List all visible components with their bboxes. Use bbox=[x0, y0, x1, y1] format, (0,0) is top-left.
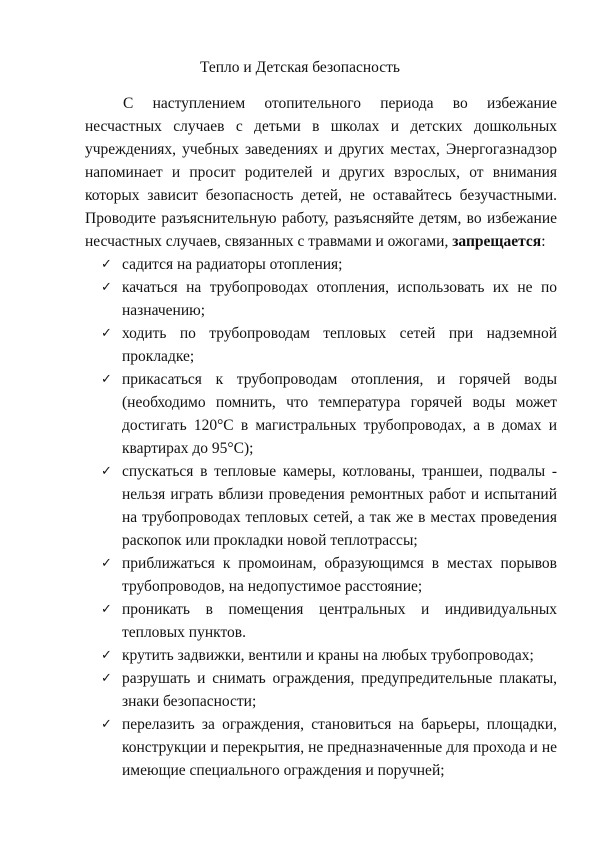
list-item-text: приближаться к промоинам, образующимся в местах порывов трубопроводов, на недопустимое расстояние; bbox=[122, 555, 557, 595]
checkmark-icon: ✓ bbox=[101, 372, 112, 387]
list-item bbox=[85, 322, 557, 368]
list-item-text: проникать в помещения центральных и индивидуальных тепловых пунктов. bbox=[122, 601, 557, 641]
list-item-text: перелазить за ограждения, становиться на барьеры, площадки, конструкции и перекрытия, не предназначенные для прохода и не имеющие специального ограждения и поручней; bbox=[122, 716, 557, 779]
intro-colon: : bbox=[541, 233, 546, 250]
checkmark-icon: ✓ bbox=[101, 717, 112, 732]
list-item-text: ходить по трубопроводам тепловых сетей при надземной прокладке; bbox=[122, 325, 557, 365]
list-item-text: качаться на трубопроводах отопления, использовать их не по назначению; bbox=[122, 279, 557, 319]
list-item bbox=[85, 552, 557, 598]
list-item-text: разрушать и снимать ограждения, предупредительные плакаты, знаки безопасности; bbox=[122, 670, 557, 710]
list-item-text: садится на радиаторы отопления; bbox=[122, 256, 343, 273]
checkmark-icon: ✓ bbox=[101, 602, 112, 617]
list-item bbox=[85, 460, 557, 552]
intro-emphasis: запрещается bbox=[452, 233, 542, 250]
list-item bbox=[85, 667, 557, 713]
list-item bbox=[85, 598, 557, 644]
checkmark-icon: ✓ bbox=[101, 671, 112, 686]
checkmark-icon: ✓ bbox=[101, 257, 112, 272]
document-body bbox=[85, 92, 557, 782]
list-item bbox=[85, 276, 557, 322]
list-item-text: прикасаться к трубопроводам отопления, и горячей воды (необходимо помнить, что температура горячей воды может достигать 120°С в магистральных трубопроводах, а в домах и квартирах до 95°С); bbox=[122, 371, 557, 457]
list-item-text: крутить задвижки, вентили и краны на любых трубопроводах; bbox=[122, 647, 534, 664]
list-item-text: спускаться в тепловые камеры, котлованы, траншеи, подвалы - нельзя играть вблизи проведения ремонтных работ и испытаний на трубопроводах тепловых сетей, а так же в местах проведения раскопок или прокладки новой теплотрассы; bbox=[122, 463, 557, 549]
prohibited-actions-list bbox=[85, 253, 557, 782]
checkmark-icon: ✓ bbox=[101, 326, 112, 341]
checkmark-icon: ✓ bbox=[101, 648, 112, 663]
list-item bbox=[85, 368, 557, 460]
checkmark-icon: ✓ bbox=[101, 280, 112, 295]
checkmark-icon: ✓ bbox=[101, 464, 112, 479]
list-item bbox=[85, 253, 557, 276]
intro-text: С наступлением отопительного периода во избежание несчастных случаев с детьми в школах и детских дошкольных учреждениях, учебных заведениях и других местах, Энергогазнадзор напоминает и просит родителей и других взрослых, от внимания которых зависит безопасность детей, не оставайтесь безучастными. Проводите разъяснительную работу, разъясняйте детям, во избежание несчастных случаев, связанных с травмами и ожогами, bbox=[85, 95, 557, 250]
list-item bbox=[85, 713, 557, 782]
document-title: Тепло и Детская безопасность bbox=[200, 59, 400, 76]
checkmark-icon: ✓ bbox=[101, 556, 112, 571]
list-item bbox=[85, 644, 557, 667]
intro-paragraph bbox=[85, 92, 557, 253]
